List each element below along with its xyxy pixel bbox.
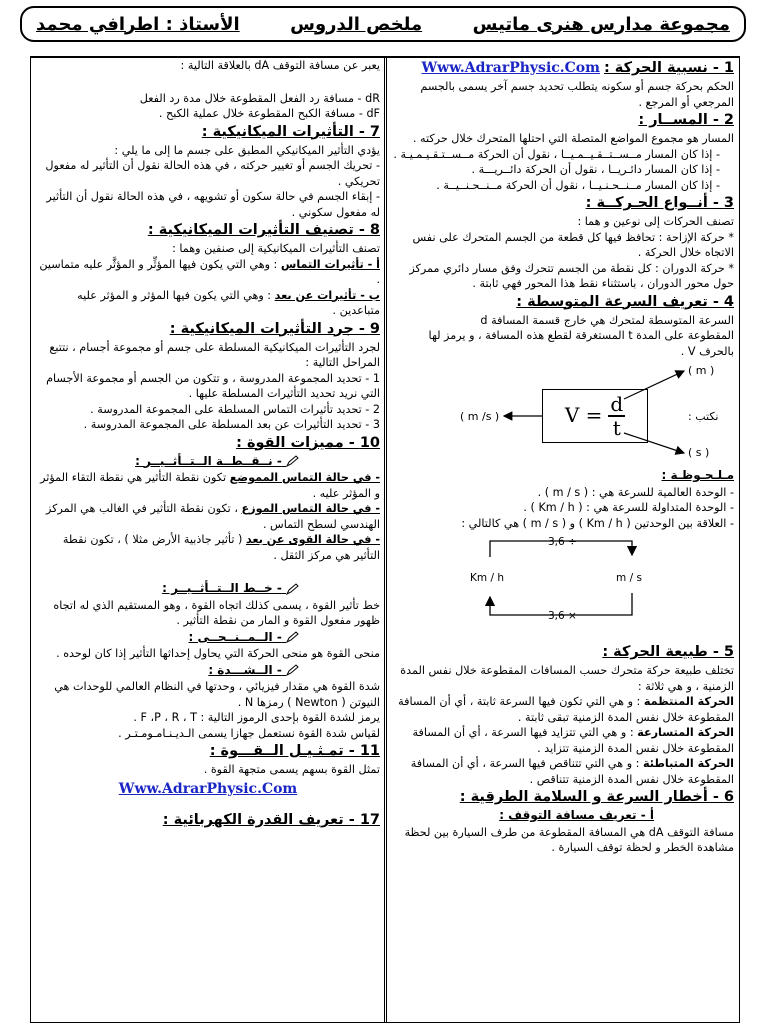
motion-uniform — [392, 694, 734, 725]
conv-ms-label: m / s — [616, 572, 642, 584]
line-of-action-label: - خــط الــتــأثــيــر : — [162, 581, 282, 595]
write-label: نكتب : — [688, 410, 719, 423]
section-6-text: مسافة التوقف dA هي المسافة المقطوعة من طرف السيارة بين لحظة مشاهدة الخطر و لحظة توقف السيارة . — [404, 825, 734, 854]
section-2-bullet-3: - إذا كان المسار مــنــحـنـيــا ، نقول أن الحركة مــنــحـنــيــة . — [436, 178, 720, 192]
section-9-step-1: 1 - تحديد المجموعة المدروسة ، و تتكون من الجسم أو مجموعة الأجسام التي نريد تحديد التأثيرات المسلطة عليها . — [46, 371, 380, 400]
pen-icon — [286, 631, 300, 643]
motion-accelerated — [392, 725, 734, 756]
section-3-text: تصنف الحركات إلى نوعين و هما : — [577, 215, 734, 228]
stopping-distance-intro: يعبر عن مسافة التوقف dA بالعلاقة التالية : — [180, 59, 380, 72]
section-11-text: تمثل القوة بسهم يسمى متجهة القوة . — [203, 763, 380, 776]
pen-icon — [286, 583, 300, 595]
conv-multiply-label: 3,6 × — [548, 610, 577, 622]
case-distributed-contact — [36, 501, 380, 532]
section-17-title: 17 - تعريف القدرة الكهربائية : — [162, 812, 380, 828]
section-4-title: 4 - تعريف السرعة المتوسطة : — [516, 293, 734, 310]
section-2-bullet-2: - إذا كان المسار دائـريــا ، نقول أن الحركة دائــريـــة . — [471, 163, 720, 176]
section-1-text: الحكم بحركة جسم أو سكونه يتطلب تحديد جسم آخر يسمى بالجسم المرجعي أو المرجع . — [420, 80, 734, 109]
direction-subtitle — [36, 630, 380, 646]
section-1-title: 1 - نسبية الحركة : — [603, 60, 734, 76]
right-column — [392, 58, 734, 1018]
magnitude-text-1: شدة القوة هي مقدار فيزيائي ، وحدتها في النظام العالمي للوحدات هي النيوتن ( Newton ) رمزها N . — [54, 680, 380, 709]
section-7-text: يؤدي التأثير الميكانيكي المطبق على جسم ما إلى ما يلي : — [114, 143, 380, 157]
unit-meter: ( m ) — [688, 364, 715, 377]
section-9-text: لجرد التأثيرات الميكانيكية المسلطة على جسم أو مجموعة أجسام ، نتتبع المراحل التالية : — [49, 340, 380, 369]
motion-decelerated-term: الحركة المتباطئة — [642, 757, 734, 770]
conv-kmh-label: Km / h — [470, 572, 504, 584]
formula-fraction — [608, 393, 625, 439]
section-4-text-1: السرعة المتوسطة لمتحرك هي خارج قسمة المسافة d — [480, 313, 734, 327]
case-localized-contact-term: - في حالة التماس المموضع — [229, 471, 380, 484]
case-distributed-contact-term: - في حالة التماس الموزع — [241, 502, 380, 515]
section-5-text: تختلف طبيعة حركة متحرك حسب المسافات المقطوعة خلال نفس المدة الزمنية ، و هي ثلاثة : — [400, 664, 734, 693]
teacher-name: الأستاذ : اطرافي محمد — [36, 13, 240, 35]
note-2: - الوحدة المتداولة للسرعة هي : ( Km / h ) . — [523, 501, 734, 514]
motion-accelerated-desc: : و هي التي تتزايد فيها السرعة ، أي أن المسافة المقطوعة خلال نفس المدة الزمنية تتزايد . — [412, 726, 734, 755]
pen-icon — [286, 664, 300, 676]
page-header — [20, 6, 746, 42]
distance-actions-term: ب - تأثيرات عن بعد — [274, 288, 380, 302]
section-7-title: 7 - التأثيرات الميكانيكية : — [201, 123, 380, 140]
magnitude-text-2: يرمز لشدة القوة بإحدى الرموز التالية : F ،P ، R ، T . — [133, 711, 380, 724]
speed-formula-box — [542, 389, 648, 443]
line-of-action-text: خط تأثير القوة ، يسمى كذلك اتجاه القوة ، وهو المستقيم الذي له اتجاه ظهور مفعول القوة و المار من نقطة التأثير . — [53, 598, 380, 627]
site-link-footer[interactable]: Www.AdrarPhysic.Com — [118, 780, 298, 797]
section-3-bullet-2: * حركة الدوران : كل نقطة من الجسم تتحرك وفق مسار دائري ممركز حول محور الدوران ، باستثناء نقط هذا المحور فهي ثابتة . — [409, 261, 734, 290]
section-6-subtitle: أ - تعريف مسافة التوقف : — [499, 808, 654, 822]
school-name: مجموعة مدارس هنرى ماتيس — [472, 13, 730, 35]
magnitude-label: - الــشـــدة : — [208, 662, 282, 677]
section-3-bullet-1: * حركة الإزاحة : تحافظ فيها كل قطعة من الجسم المتحرك على نفس الاتجاه خلال الحركة . — [412, 230, 734, 259]
section-9-title: 9 - جرد التأثيرات الميكانيكية : — [169, 320, 380, 337]
speed-formula-area — [392, 359, 734, 467]
section-6-title: 6 - أخطار السرعة و السلامة الطرقية : — [459, 789, 734, 805]
unit-second: ( s ) — [688, 446, 710, 459]
conv-divide-label: 3,6 ÷ — [548, 536, 577, 548]
section-2-title: 2 - المســار : — [638, 112, 734, 128]
section-4-text-2: المقطوعة على المدة t المستغرقة لقطع هذه المسافة ، و يرمز لها بالحرف V . — [428, 329, 734, 358]
point-of-application-subtitle — [36, 454, 380, 470]
section-11-title: 11 - تمـثـيـل الــقـــوة : — [209, 743, 380, 759]
formula-lhs: V = — [564, 403, 603, 428]
note-3: - العلاقة بين الوحدتين ( Km / h ) و ( m / s ) هي كالتالي : — [461, 516, 734, 530]
case-distance-forces-term: - في حالة القوى عن بعد — [245, 533, 380, 546]
line-of-action-subtitle — [36, 581, 380, 597]
section-9-step-3: 3 - تحديد التأثيرات عن بعد المسلطة على المجموعة المدروسة . — [83, 418, 380, 431]
case-distance-forces — [36, 532, 380, 563]
section-1-title-row — [392, 58, 734, 79]
motion-decelerated-desc: : و هي التي تتناقص فيها السرعة ، أي أن المسافة المقطوعة خلال نفس المدة الزمنية تتناقص . — [410, 757, 734, 786]
case-localized-contact-desc: تكون نقطة التأثير هي نقطة التقاء المؤثر و المؤثر عليه . — [40, 471, 380, 500]
site-link[interactable]: Www.AdrarPhysic.Com — [421, 59, 600, 76]
section-9-step-2: 2 - تحديد تأثيرات التماس المسلطة على المجموعة المدروسة . — [90, 402, 380, 416]
unit-meter-per-second: ( m /s ) — [460, 410, 500, 423]
case-distributed-contact-desc: ، تكون نقطة التأثير في الغالب هي المركز الهندسي لسطح التماس . — [45, 502, 380, 531]
section-7-bullet-2: - إبقاء الجسم في حالة سكون أو تشويهه ، في هذه الحالة نقول أن التأثير له مفعول سكوني . — [46, 190, 380, 219]
distance-actions — [36, 288, 380, 319]
note-title: مـلـحـوظـة : — [661, 468, 734, 482]
direction-text: منحى القوة هو منحى الحركة التي يحاول إحداثها التأثير إذا كان لوحده . — [56, 647, 380, 660]
note-1: - الوحدة العالمية للسرعة هي : ( m / s ) . — [537, 485, 734, 499]
section-5-title: 5 - طبيعة الحركة : — [602, 644, 734, 660]
section-8-title: 8 - تصنيف التأثيرات الميكانيكية : — [147, 222, 380, 238]
contact-actions — [36, 257, 380, 288]
section-2-text: المسار هو مجموع المواضع المتصلة التي احتلها المتحرك خلال حركته . — [412, 132, 734, 145]
section-3-title: 3 - أنــواع الحـركــة : — [585, 195, 734, 211]
section-8-text: تصنف التأثيرات الميكانيكية إلى صنفين وهما : — [172, 242, 380, 255]
pen-icon — [286, 455, 300, 467]
formula-numerator: d — [610, 392, 624, 416]
contact-actions-desc: : وهي التي يكون فيها المؤثِّر و المؤثَّر عليه متماسين . — [39, 257, 380, 286]
motion-uniform-desc: : و هي التي تكون فيها السرعة ثابتة ، أي أن المسافة المقطوعة خلال نفس المدة الزمنية تبقى ثابتة . — [398, 695, 734, 724]
motion-accelerated-term: الحركة المتسارعة — [637, 726, 734, 739]
braking-distance-def: dF - مسافة الكبح المقطوعة خلال عملية الكبح . — [158, 107, 380, 120]
motion-uniform-term: الحركة المنتظمة — [643, 695, 734, 708]
site-link-footer-row — [36, 782, 380, 798]
case-localized-contact — [36, 470, 380, 501]
formula-denominator: t — [612, 416, 621, 440]
left-column — [36, 58, 380, 1018]
column-divider — [384, 56, 387, 1022]
reaction-distance-def: dR - مسافة رد الفعل المقطوعة خلال مدة رد الفعل — [139, 91, 380, 105]
unit-conversion-diagram — [392, 531, 734, 631]
section-10-title: 10 - مميزات القوة : — [236, 434, 380, 451]
section-7-bullet-1: - تحريك الجسم أو تغيير حركته ، في هذه الحالة نقول أن التأثير له مفعول تحريكي . — [45, 159, 380, 188]
distance-actions-desc: : وهي التي يكون فيها المؤثر و المؤثر عليه متباعدين . — [77, 288, 380, 317]
contact-actions-term: أ - تأثيرات التماس — [280, 257, 380, 271]
document-type: ملخص الدروس — [290, 13, 423, 35]
magnitude-subtitle — [36, 663, 380, 679]
point-of-application-label: - نــقــطــة الــتــأثــيــر : — [135, 453, 282, 468]
section-2-bullet-1: - إذا كان المسار مــســتــقـيــمـيــا ، نقول أن الحركة مــســتـقـيـمـيـة . — [393, 147, 720, 161]
direction-label: - الــمــنــحــى : — [188, 629, 282, 644]
case-distance-forces-desc: ( تأثير جاذبية الأرض مثلا ) ، تكون نقطة التأثير هي مركز الثقل . — [62, 533, 380, 562]
magnitude-text-3: لقياس شدة القوة نستعمل جهازا يسمى الـديـنـامـومـتـر . — [118, 726, 380, 740]
motion-decelerated — [392, 756, 734, 787]
